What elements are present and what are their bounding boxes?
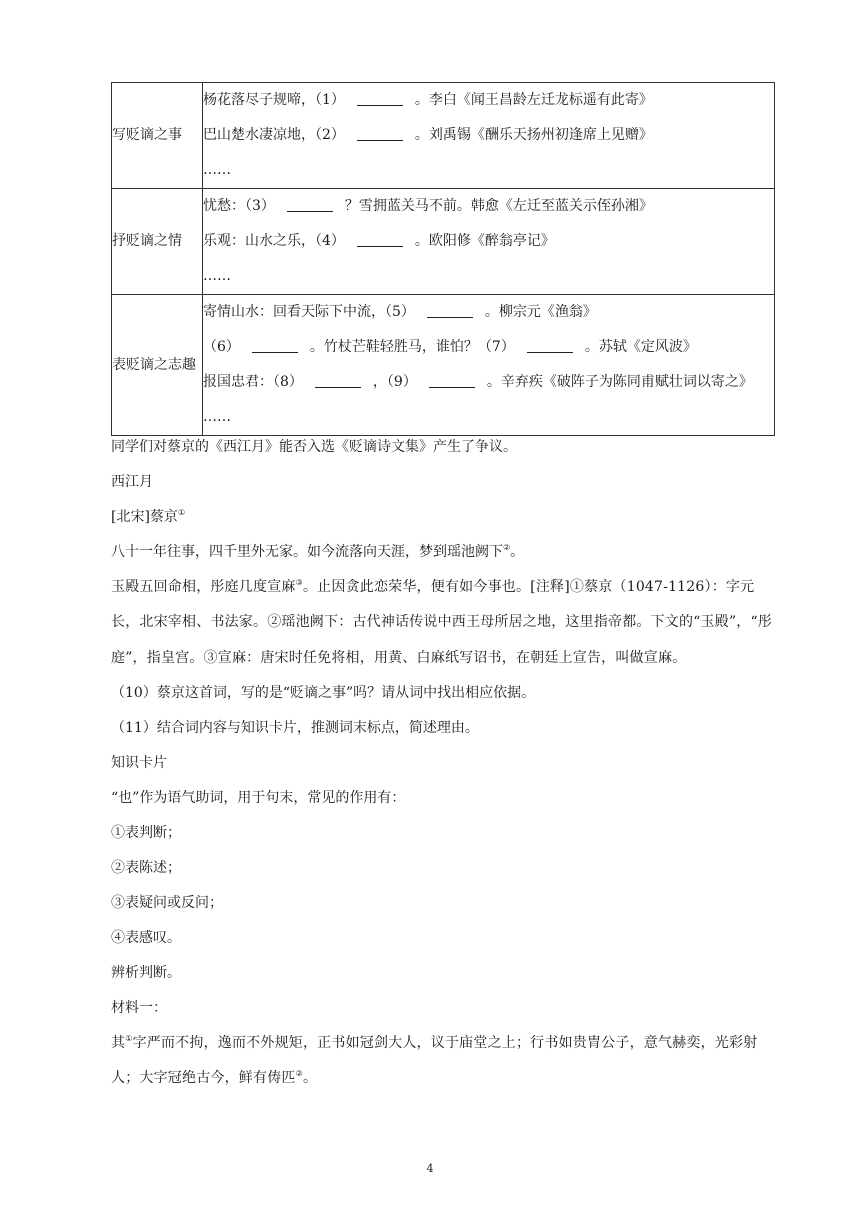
poem-line <box>203 224 774 259</box>
body-text <box>111 430 777 1096</box>
line-text: （6） <box>203 339 240 355</box>
table-row <box>112 83 775 189</box>
footnote-mark: ① <box>177 508 186 517</box>
footnote-mark: ② <box>503 543 511 552</box>
line-text: ，（9） <box>372 374 417 390</box>
poem-table <box>111 82 775 436</box>
line-text: 。欧阳修《醉翁亭记》 <box>414 233 555 249</box>
line-text: 。 <box>510 544 525 560</box>
line-text: 巴山楚水凄凉地，（2） <box>203 127 345 143</box>
page-number: 4 <box>426 1162 434 1175</box>
ellipsis-line: …… <box>203 268 231 284</box>
line-text: 。柳宗元《渔翁》 <box>484 304 597 320</box>
card-item: ②表陈述； <box>111 859 181 876</box>
line-text: 。李白《闻王昌龄左迁龙标遥有此寄》 <box>414 92 653 108</box>
intro-paragraph: 同学们对蔡京的《西江月》能否入选《贬谪诗文集》产生了争议。 <box>111 439 517 455</box>
line-text: 玉殿五回命相，彤庭几度宣麻 <box>111 579 296 595</box>
question-10: （10）蔡京这首词，写的是“贬谪之事”吗？请从词中找出相应依据。 <box>111 684 536 701</box>
fill-blank[interactable] <box>357 233 403 247</box>
line-text: 八十一年往事，四千里外无家。如今流落向天涯，梦到瑶池阙下 <box>111 544 503 560</box>
lines-cell <box>203 83 775 189</box>
card-title: 知识卡片 <box>111 754 167 771</box>
fill-blank[interactable] <box>427 304 473 318</box>
material-text: 字严而不拘，逸而不外规矩，正书如冠剑大人，议于庙堂之上；行书如贵胄公子，意气赫奕，光彩射人；大字冠绝古今，鲜有俦匹 <box>111 1034 758 1087</box>
poem-line <box>203 118 774 153</box>
line-text: 寄情山水：回看天际下中流，（5） <box>203 304 415 320</box>
poem-line-2-and-notes <box>111 570 777 676</box>
poem-line-1 <box>111 535 777 570</box>
line-text: 报国忠君：（8） <box>203 374 303 390</box>
poem-line <box>203 330 774 365</box>
card-intro: “也”作为语气助词，用于句末，常见的作用有： <box>111 789 406 806</box>
fill-blank[interactable] <box>252 339 298 353</box>
material-text: 其 <box>111 1034 126 1051</box>
poem-title: 西江月 <box>111 474 153 490</box>
fill-blank[interactable] <box>357 127 403 141</box>
judge-heading: 辨析判断。 <box>111 964 181 981</box>
line-text: 。竹杖芒鞋轻胜马，谁怕？（7） <box>309 339 515 355</box>
material-paragraph <box>111 1026 777 1097</box>
author-text: [北宋]蔡京 <box>111 509 178 525</box>
fill-blank[interactable] <box>287 198 333 212</box>
ellipsis-line: …… <box>203 409 231 425</box>
fill-blank[interactable] <box>315 374 361 388</box>
table-row <box>112 189 775 295</box>
fill-blank[interactable] <box>357 92 403 106</box>
material-text: 。 <box>302 1070 318 1087</box>
line-text: 乐观：山水之乐，（4） <box>203 233 345 249</box>
ellipsis-line: …… <box>203 162 231 178</box>
fill-blank[interactable] <box>429 374 475 388</box>
material-title: 材料一： <box>111 999 167 1016</box>
card-item: ①表判断； <box>111 824 181 841</box>
table-row <box>112 295 775 436</box>
line-text: 杨花落尽子规啼，（1） <box>203 92 345 108</box>
lines-cell <box>203 189 775 295</box>
poem-line <box>203 189 774 224</box>
category-cell: 抒贬谪之情 <box>112 189 203 295</box>
fill-blank[interactable] <box>527 339 573 353</box>
line-text: 。辛弃疾《破阵子为陈同甫赋壮词以寄之》 <box>486 374 753 390</box>
question-11: （11）结合词内容与知识卡片，推测词末标点，简述理由。 <box>111 719 479 736</box>
footnote-mark: ③ <box>295 578 303 587</box>
line-text: 忧愁：（3） <box>203 198 275 214</box>
category-cell: 表贬谪之志趣 <box>112 295 203 436</box>
card-item: ③表疑问或反问； <box>111 894 223 911</box>
notes-text: 。止因贪此恋荣华，便有如今事也。[注释]①蔡京（1047-1126）：字元长，北宋宰相、书法家。②瑶池阙下：古代神话传说中西王母所居之地，这里指帝都。下文的“玉殿”，“彤庭”，指皇宫。③宣麻：唐宋时任免将相，用黄、白麻纸写诏书，在朝廷上宣告，叫做宣麻。 <box>111 579 773 666</box>
footnote-mark: ① <box>125 1033 133 1043</box>
poem-line <box>203 295 774 330</box>
line-text: ？雪拥蓝关马不前。韩愈《左迁至蓝关示侄孙湘》 <box>344 198 653 214</box>
poem-author <box>111 500 777 535</box>
line-text: 。苏轼《定风波》 <box>584 339 697 355</box>
poem-line <box>203 365 774 400</box>
line-text: 。刘禹锡《酬乐天扬州初逢席上见赠》 <box>414 127 653 143</box>
poem-line <box>203 83 774 118</box>
lines-cell <box>203 295 775 436</box>
category-cell: 写贬谪之事 <box>112 83 203 189</box>
card-item: ④表感叹。 <box>111 929 181 946</box>
footnote-mark: ② <box>295 1069 303 1079</box>
